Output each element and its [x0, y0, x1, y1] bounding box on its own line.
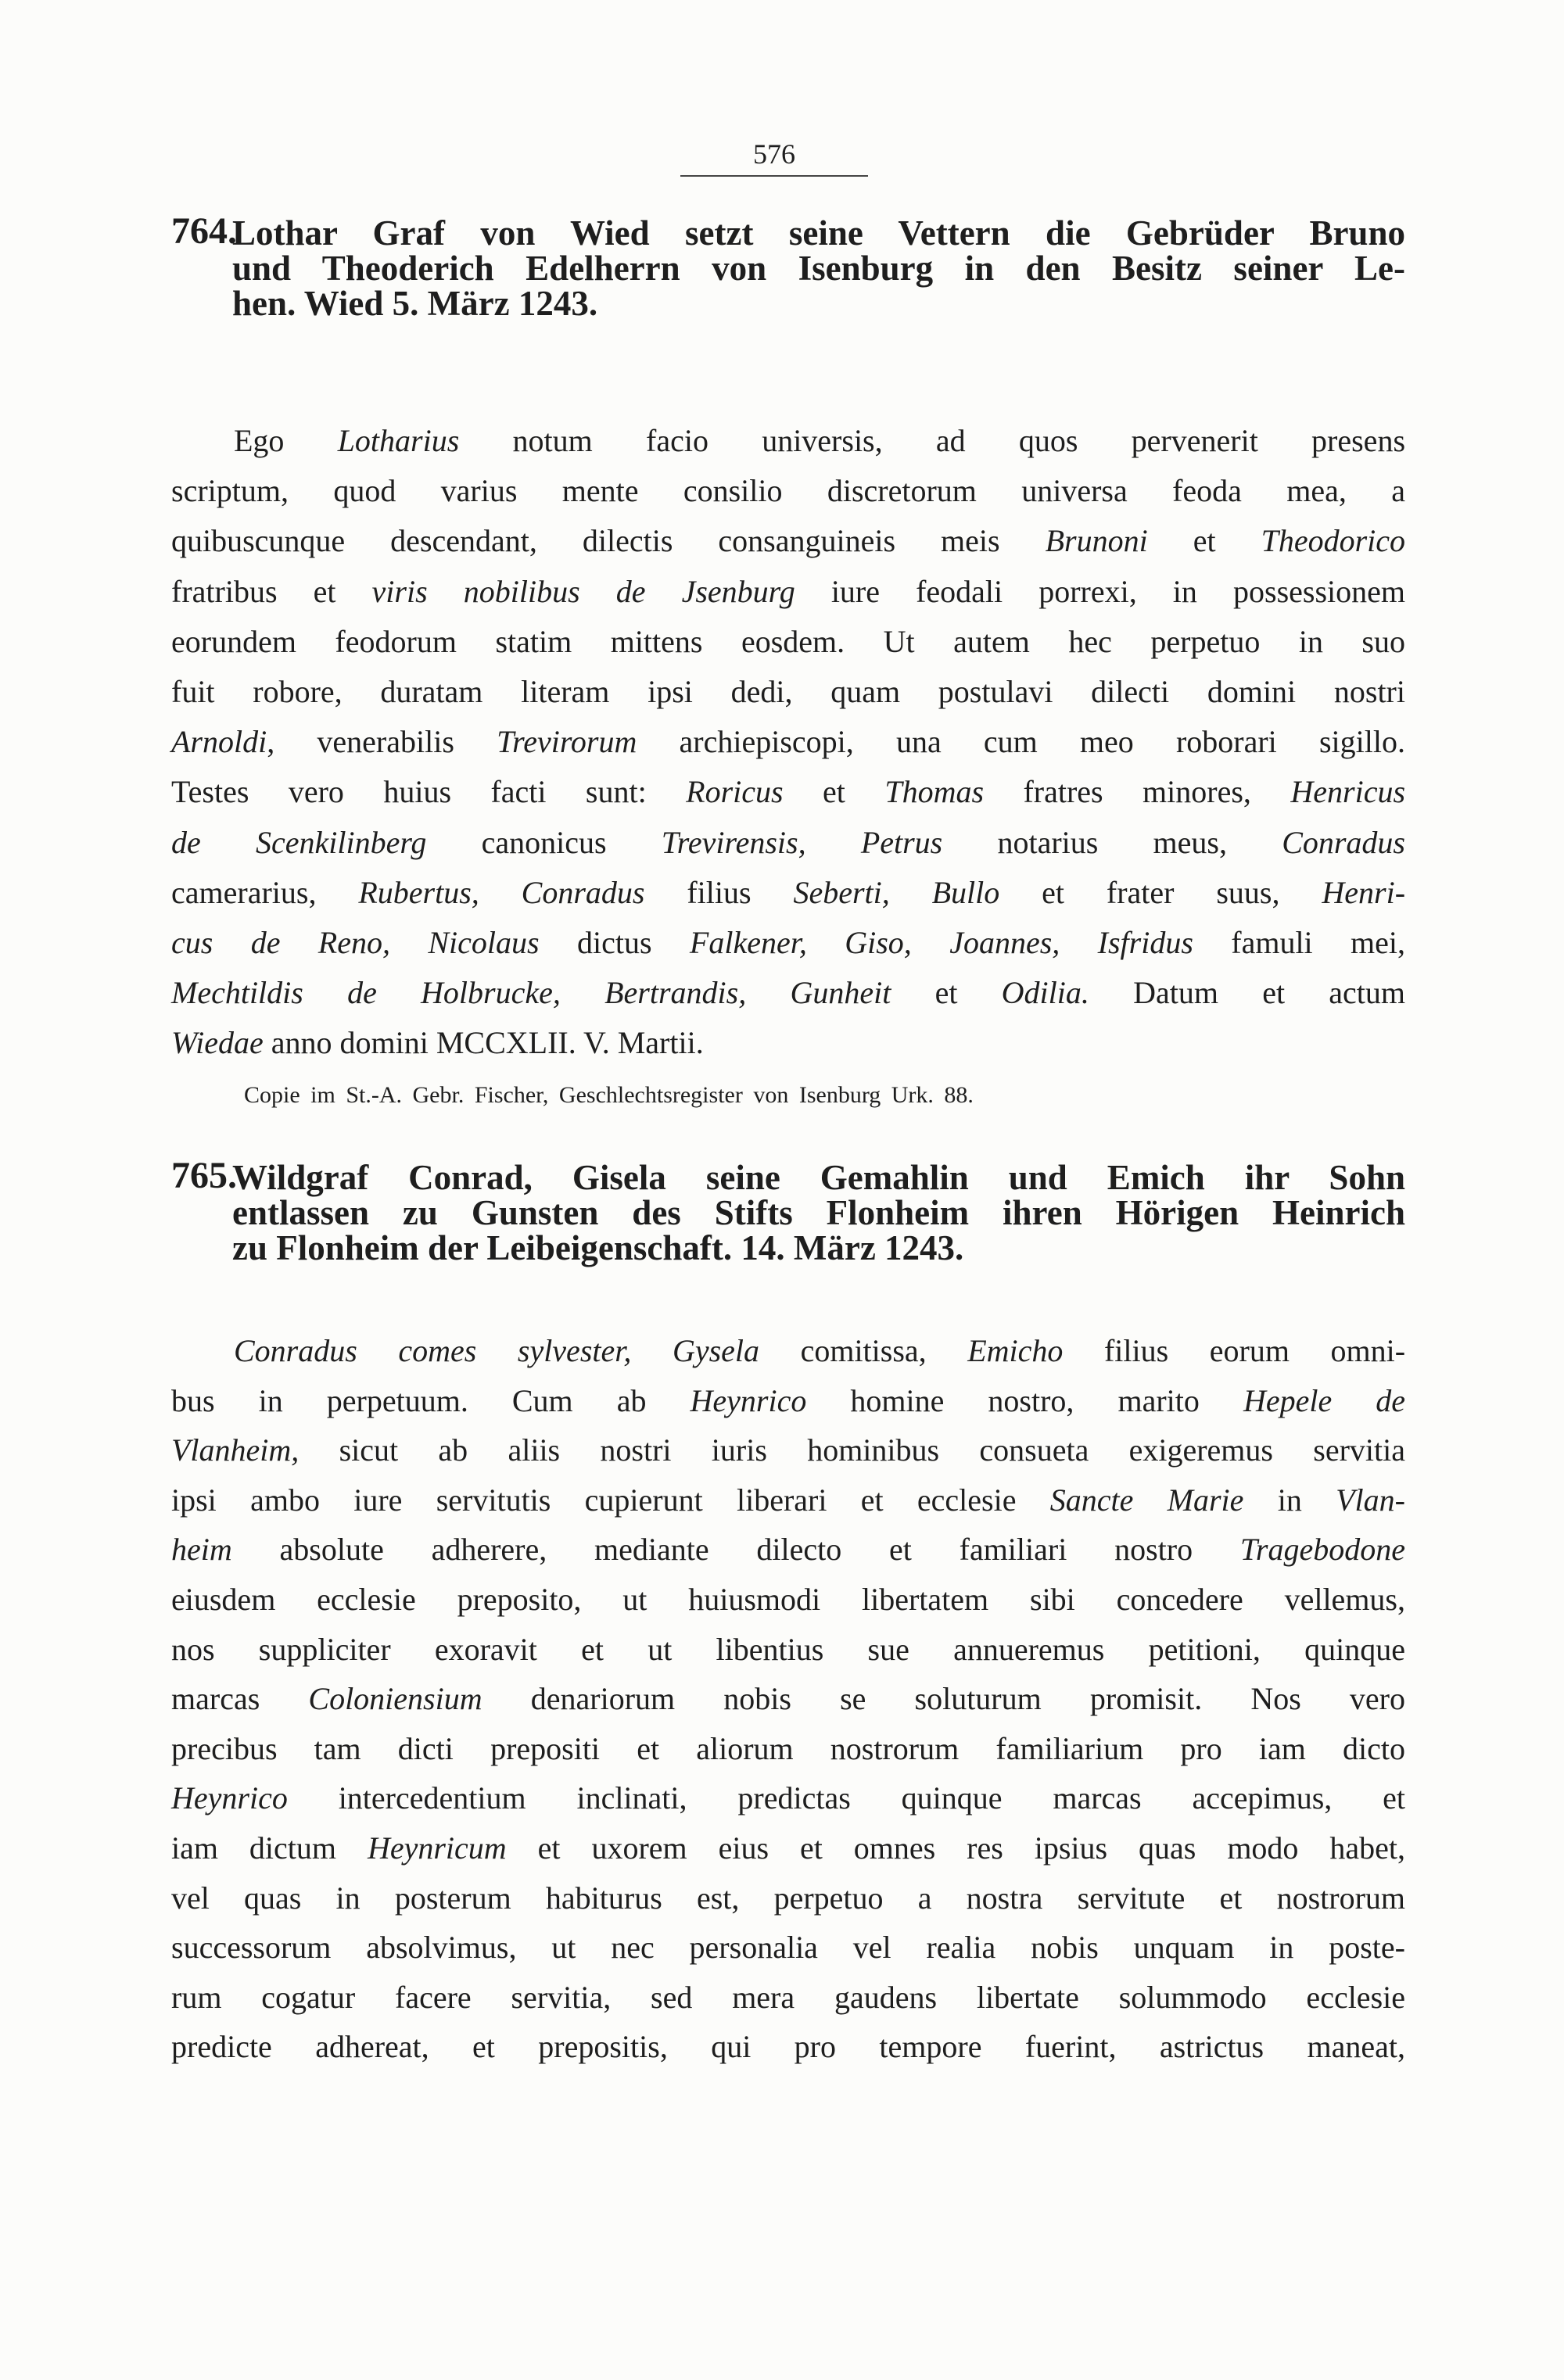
heading-line: entlassen zu Gunsten des Stifts Flonheim ihren Hörigen Heinrich — [232, 1193, 1405, 1232]
text-run: Datum et actum — [1089, 975, 1406, 1011]
text-run: camerarius, — [171, 874, 359, 910]
italic-name: Hepele de — [1243, 1382, 1405, 1418]
italic-name: Arnoldi — [171, 724, 267, 760]
heading-line: Lothar Graf von Wied setzt seine Vettern die Gebrüder Bruno — [232, 213, 1405, 253]
text-run: denariorum nobis se soluturum promisit. Nos vero — [482, 1681, 1405, 1717]
text-line — [171, 717, 1405, 767]
text-line — [171, 1823, 1405, 1873]
italic-name: Nicolaus — [428, 925, 540, 961]
italic-name: viris nobilibus de Jsenburg — [371, 573, 795, 609]
text-run: , venerabilis — [267, 724, 497, 760]
text-run: intercedentium inclinati, predictas quinque marcas accepimus, et — [287, 1780, 1405, 1816]
text-line — [171, 767, 1405, 817]
text-line — [171, 567, 1405, 617]
text-run: Testes vero huius facti sunt: — [171, 774, 687, 810]
italic-name: Giso, — [845, 925, 912, 961]
text-run: scriptum, quod varius mente consilio discretorum universa feoda mea, a — [171, 473, 1405, 509]
text-run — [561, 975, 604, 1010]
text-run: iure feodali porrexi, in possessionem — [795, 573, 1406, 609]
italic-name: Henri- — [1322, 874, 1406, 910]
text-run: comitissa, — [759, 1333, 968, 1368]
text-line — [171, 1525, 1405, 1575]
text-run: sicut ab aliis nostri iuris hominibus consueta exigeremus servitia — [299, 1432, 1405, 1468]
text-run — [890, 875, 932, 910]
italic-name: Theodorico — [1261, 523, 1406, 559]
italic-name: Thomas — [884, 774, 985, 810]
italic-name: Petrus — [860, 824, 943, 860]
text-run: homine nostro, marito — [806, 1382, 1243, 1418]
italic-name: Mechtildis de Holbrucke, — [171, 975, 561, 1011]
text-run: ipsi ambo iure servitutis cupierunt liberari et ecclesie — [171, 1482, 1050, 1518]
text-line — [171, 466, 1405, 516]
italic-name: Gysela — [672, 1333, 760, 1368]
text-line — [171, 667, 1405, 717]
text-run — [479, 875, 522, 910]
entry-body — [171, 416, 1405, 1069]
text-line — [171, 1724, 1405, 1774]
italic-name: Bullo — [931, 874, 1000, 910]
italic-name: Lotharius — [337, 423, 460, 458]
italic-name: Heynricum — [367, 1830, 507, 1866]
italic-name: Falkener, — [689, 925, 807, 961]
text-line — [171, 1625, 1405, 1675]
text-line — [171, 918, 1405, 968]
italic-name: Tragebodone — [1239, 1532, 1405, 1568]
text-run: notum facio universis, ad quos pervenerit presens — [459, 423, 1406, 458]
heading-line: hen. Wied 5. März 1243. — [232, 284, 598, 323]
text-run: successorum absolvimus, ut nec personalia vel realia nobis unquam in poste- — [171, 1930, 1405, 1966]
italic-name: Trevirensis, — [661, 824, 806, 860]
text-run: et — [1147, 523, 1261, 559]
entry-number: 764. — [171, 210, 237, 252]
entry-body — [171, 1326, 1405, 2072]
text-line — [171, 968, 1405, 1018]
text-run: filius eorum omni- — [1063, 1333, 1406, 1368]
text-run: canonicus — [426, 824, 662, 860]
heading-line: Wildgraf Conrad, Gisela seine Gemahlin und Emich ihr Sohn — [232, 1158, 1405, 1197]
text-run: Ego — [234, 423, 338, 458]
italic-name: de Scenkilinberg — [171, 824, 427, 860]
italic-name: Heynrico — [690, 1382, 807, 1418]
text-run: rum cogatur facere servitia, sed mera gaudens libertate solummodo ecclesie — [171, 1979, 1405, 2015]
text-line — [171, 1018, 1405, 1068]
text-run: et — [891, 975, 1002, 1011]
text-run — [807, 925, 845, 960]
italic-name: Conradus comes sylvester, — [234, 1333, 632, 1368]
text-run: absolute adherere, mediante dilecto et familiari nostro — [231, 1532, 1240, 1568]
text-run — [1060, 925, 1097, 960]
italic-name: Rubertus, — [358, 874, 479, 910]
text-run: vel quas in posterum habiturus est, perpetuo a nostra servitute et nostrorum — [171, 1880, 1405, 1916]
text-run: anno domini MCCXLII. V. Martii. — [263, 1025, 704, 1061]
text-run: filius — [644, 874, 794, 910]
italic-name: Emicho — [967, 1333, 1064, 1368]
italic-name: Sancte Marie — [1049, 1482, 1244, 1518]
page-number: 576 — [680, 138, 868, 177]
italic-name: Odilia. — [1001, 975, 1089, 1011]
italic-name: cus de Reno, — [171, 925, 390, 961]
text-line — [171, 1973, 1405, 2023]
text-run: quibuscunque descendant, dilectis consanguineis meis — [171, 523, 1046, 559]
text-run: predicte adhereat, et prepositis, qui pro tempore fuerint, astrictus maneat, — [171, 2029, 1405, 2065]
text-line — [171, 1773, 1405, 1823]
text-line — [171, 416, 1405, 466]
text-run: et — [783, 774, 885, 810]
text-run: eiusdem ecclesie preposito, ut huiusmodi libertatem sibi concedere vellemus, — [171, 1581, 1405, 1617]
text-line — [171, 1575, 1405, 1625]
text-line — [171, 1475, 1405, 1525]
entry-number: 765. — [171, 1155, 237, 1196]
entry-heading — [232, 1154, 1405, 1271]
text-run: et uxorem eius et omnes res ipsius quas modo habet, — [506, 1830, 1405, 1866]
italic-name: Bertrandis, — [604, 975, 747, 1011]
source-note: Copie im St.-A. Gebr. Fischer, Geschlechtsregister von Isenburg Urk. 88. — [244, 1082, 974, 1108]
text-run — [390, 925, 428, 960]
italic-name: Wiedae — [171, 1025, 264, 1061]
text-run — [912, 925, 949, 960]
italic-name: Gunheit — [790, 975, 891, 1011]
text-line — [171, 818, 1405, 868]
italic-name: Vlanheim, — [171, 1432, 300, 1468]
text-run — [746, 975, 790, 1010]
italic-name: Vlan- — [1336, 1482, 1405, 1518]
text-run: fratres minores, — [984, 774, 1291, 810]
text-line — [171, 1674, 1405, 1724]
text-run: bus in perpetuum. Cum ab — [171, 1382, 691, 1418]
text-run: fratribus et — [171, 573, 372, 609]
text-line — [171, 1425, 1405, 1475]
italic-name: Heynrico — [171, 1780, 288, 1816]
heading-line: und Theoderich Edelherrn von Isenburg in den Besitz seiner Le- — [232, 249, 1405, 288]
text-line — [171, 2022, 1405, 2072]
text-run: nos suppliciter exoravit et ut libentius sue annueremus petitioni, quinque — [171, 1631, 1405, 1667]
text-line — [171, 617, 1405, 667]
italic-name: Brunoni — [1045, 523, 1148, 559]
heading-line: zu Flonheim der Leibeigenschaft. 14. März 1243. — [232, 1228, 964, 1267]
text-line — [171, 1326, 1405, 1376]
text-line — [171, 1873, 1405, 1923]
text-run — [806, 825, 861, 860]
italic-name: Conradus — [1282, 824, 1405, 860]
text-run: precibus tam dicti prepositi et aliorum nostrorum familiarium pro iam dicto — [171, 1730, 1405, 1766]
text-run: eorundem feodorum statim mittens eosdem. Ut autem hec perpetuo in suo — [171, 623, 1405, 659]
text-run — [631, 1333, 673, 1368]
italic-name: Conradus — [521, 874, 645, 910]
italic-name: Isfridus — [1097, 925, 1193, 961]
italic-name: Coloniensium — [308, 1681, 482, 1717]
text-run: in — [1243, 1482, 1336, 1518]
italic-name: heim — [171, 1532, 232, 1568]
text-run: marcas — [171, 1681, 309, 1717]
text-run: iam dictum — [171, 1830, 368, 1866]
italic-name: Joannes, — [949, 925, 1060, 961]
text-run: fuit robore, duratam literam ipsi dedi, quam postulavi dilecti domini nostri — [171, 674, 1405, 710]
entry-heading — [232, 210, 1405, 327]
text-run: famuli mei, — [1193, 925, 1406, 961]
italic-name: Henricus — [1290, 774, 1406, 810]
italic-name: Roricus — [686, 774, 784, 810]
italic-name: Trevirorum — [497, 724, 637, 760]
text-line — [171, 1923, 1405, 1973]
text-line — [171, 516, 1405, 566]
text-run: notarius meus, — [942, 824, 1282, 860]
italic-name: Seberti, — [793, 874, 890, 910]
text-run: archiepiscopi, una cum meo roborari sigillo. — [637, 724, 1405, 760]
text-run: et frater suus, — [999, 874, 1322, 910]
text-run: dictus — [539, 925, 690, 961]
text-line — [171, 1376, 1405, 1426]
text-line — [171, 868, 1405, 918]
